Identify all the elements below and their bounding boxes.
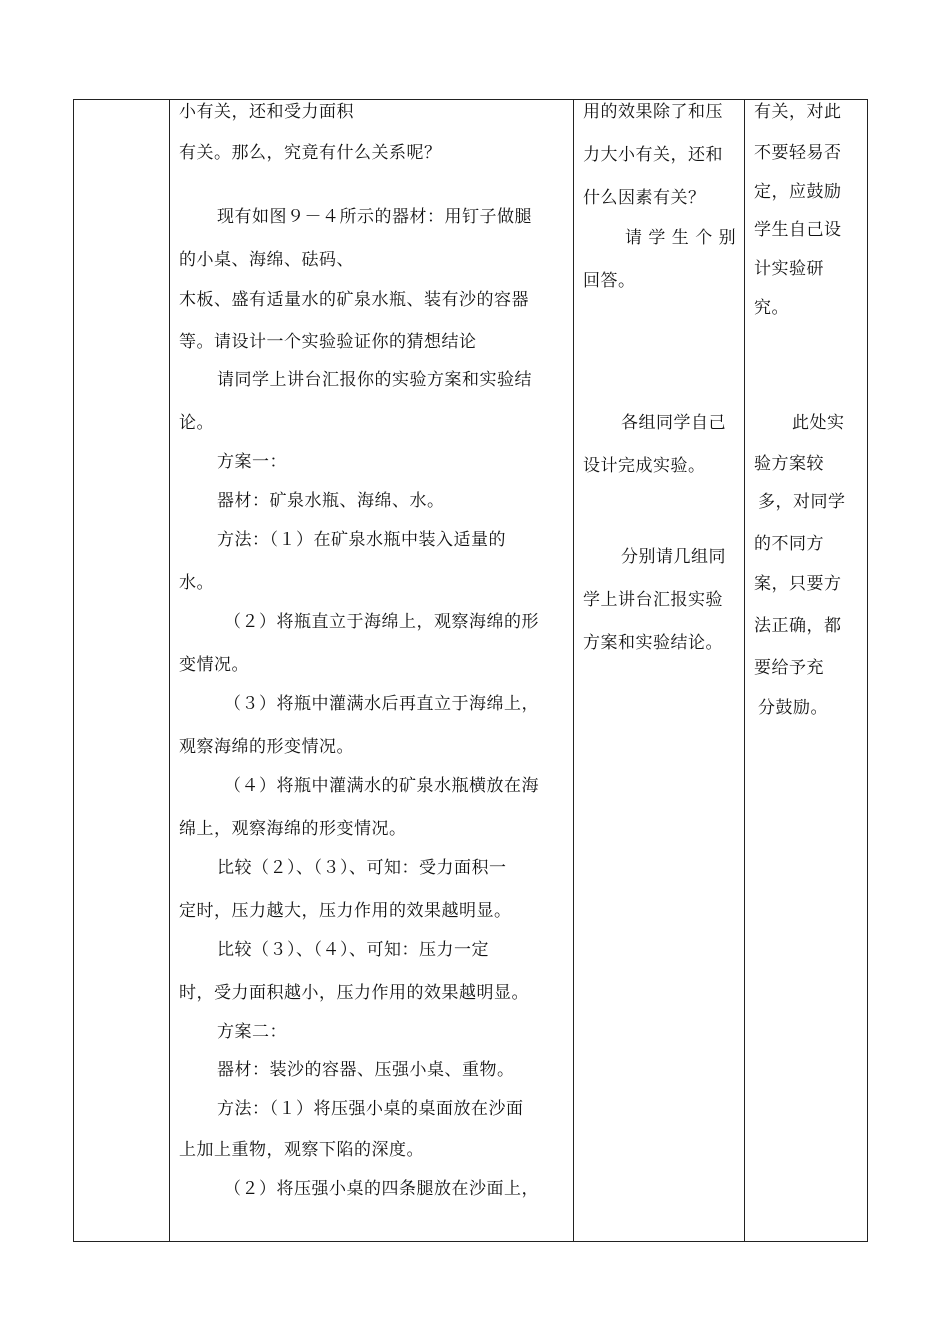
text-line: 案，只要方 [754, 574, 842, 594]
text-line: 法正确，都 [754, 616, 842, 636]
text-line: 计实验研 [754, 259, 824, 279]
text-line: 比较（３）、（４）、可知：压力一定 [217, 940, 489, 960]
text-line: 有关。那么，究竟有什么关系呢？ [179, 143, 442, 163]
text-line: （３）将瓶中灌满水后再直立于海绵上， [224, 694, 539, 714]
text-line: 分别请几组同 [621, 547, 726, 567]
text-line: 方法：（１）将压强小桌的桌面放在沙面 [217, 1099, 524, 1119]
text-line: 现有如图９－４所示的器材：用钉子做腿 [217, 207, 532, 227]
text-line: 分鼓励。 [758, 698, 828, 718]
text-line: 的小桌、海绵、砝码、 [179, 250, 354, 270]
text-line: 方案和实验结论。 [583, 633, 723, 653]
text-line: 器材：矿泉水瓶、海绵、水。 [217, 491, 445, 511]
text-line: 究。 [754, 298, 789, 318]
text-line: 学上讲台汇报实验 [583, 590, 723, 610]
text-line: 木板、盛有适量水的矿泉水瓶、装有沙的容器 [179, 290, 529, 310]
lesson-plan-table [73, 99, 868, 1242]
text-line: 力大小有关，还和 [583, 145, 723, 165]
text-line: 各组同学自己 [621, 413, 726, 433]
text-line: 什么因素有关？ [583, 188, 706, 208]
text-line: 时，受力面积越小，压力作用的效果越明显。 [179, 983, 529, 1003]
text-line: 回答。 [583, 271, 636, 291]
text-line: 的不同方 [754, 534, 824, 554]
text-line: 变情况。 [179, 655, 249, 675]
text-line: 要给予充 [754, 658, 824, 678]
text-line: 用的效果除了和压 [583, 102, 723, 122]
text-line: 比较（２）、（３）、可知：受力面积一 [217, 858, 507, 878]
text-line: 器材：装沙的容器、压强小桌、重物。 [217, 1060, 515, 1080]
text-line: 定，应鼓励 [754, 182, 842, 202]
text-line: 请同学上讲台汇报你的实验方案和实验结 [217, 370, 532, 390]
text-line: 有关，对此 [754, 102, 842, 122]
text-line: 验方案较 [754, 454, 824, 474]
text-line: 方案二： [217, 1022, 287, 1042]
text-line: 学生自己设 [754, 220, 842, 240]
text-line: （２）将压强小桌的四条腿放在沙面上， [224, 1179, 539, 1199]
text-line: 方法：（１）在矿泉水瓶中装入适量的 [217, 530, 506, 550]
text-line: 绵上，观察海绵的形变情况。 [179, 819, 407, 839]
text-line: 不要轻易否 [754, 143, 842, 163]
text-line: 此处实 [792, 413, 845, 433]
text-line: 上加上重物，观察下陷的深度。 [179, 1140, 424, 1160]
column-divider [169, 100, 170, 1241]
text-line: 水。 [179, 573, 214, 593]
text-line: 等。请设计一个实验验证你的猜想结论 [179, 332, 477, 352]
text-line: 定时，压力越大，压力作用的效果越明显。 [179, 901, 512, 921]
text-line: 设计完成实验。 [583, 456, 706, 476]
text-line: 论。 [179, 413, 214, 433]
column-divider [744, 100, 745, 1241]
text-line: 小有关，还和受力面积 [179, 102, 354, 122]
text-line: 请 学 生 个 别 [625, 228, 737, 248]
text-line: 观察海绵的形变情况。 [179, 737, 354, 757]
text-line: （４）将瓶中灌满水的矿泉水瓶横放在海 [224, 776, 539, 796]
text-line: （２）将瓶直立于海绵上，观察海绵的形 [224, 612, 539, 632]
text-line: 方案一： [217, 452, 287, 472]
column-divider [573, 100, 574, 1241]
text-line: 多，对同学 [758, 492, 846, 512]
